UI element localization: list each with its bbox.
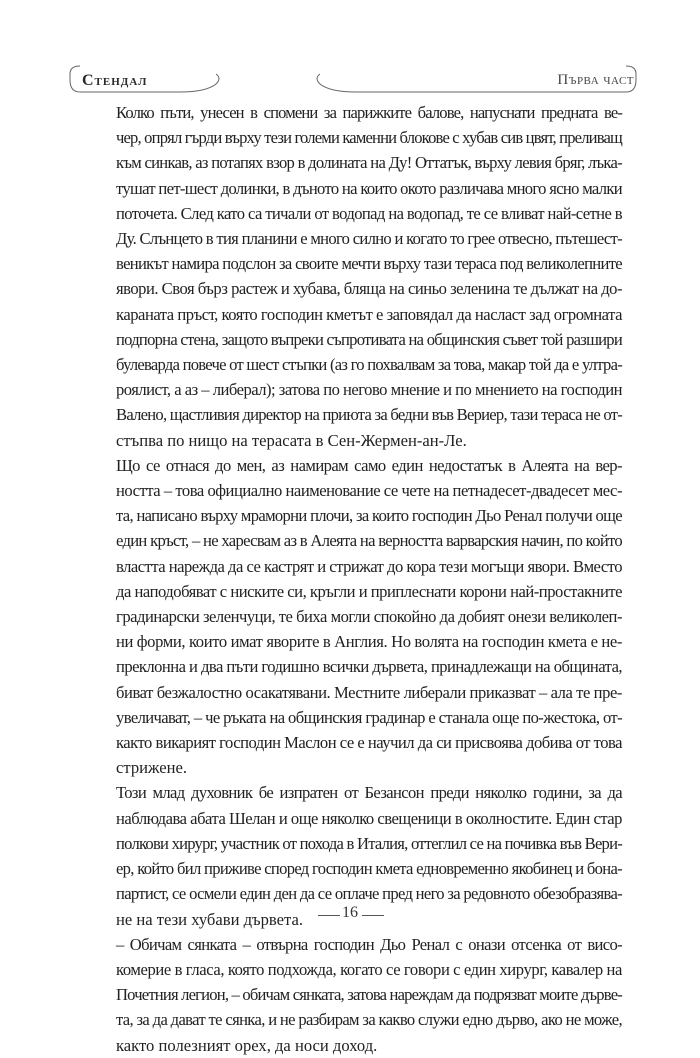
text-line: ността – това официално наименование се чете на петнадесет-двадесет мес- bbox=[116, 481, 622, 501]
text-line: подпорна стена, защото въпреки съпротивата на общинския съвет той разшири bbox=[116, 329, 622, 349]
text-line: ер, който бил приживе според господин кмета едновременно якобинец и бона- bbox=[116, 859, 622, 879]
text-line: партист, се осмели един ден да се оплаче пред него за редовното обезобразява- bbox=[116, 884, 622, 904]
text-line: явори. Своя бърз растеж и хубава, бляща на синьо зеленина те дължат на до- bbox=[116, 279, 622, 299]
text-line: булеварда повече от шест стъпки (аз го похвалвам за това, макар той да е ултра- bbox=[116, 355, 622, 375]
text-line: градинарски зеленчуци, те биха могли спокойно да добият онези великолеп- bbox=[116, 607, 622, 627]
text-line: не на тези хубави дървета. bbox=[116, 909, 303, 929]
text-line: ни форми, които имат яворите в Англия. Но волята на господин кмета е не- bbox=[116, 632, 622, 652]
text-line: Колко пъти, унесен в спомени за парижките балове, напуснати предната ве- bbox=[116, 103, 622, 122]
paragraph-2 bbox=[84, 453, 622, 781]
text-line: Валено, щастливия директор на приюта за бедни във Вериер, тази тераса не от- bbox=[116, 405, 622, 425]
text-line: един кръст, – не харесвам аз в Алеята на верността варварския начин, по който bbox=[116, 531, 622, 551]
text-line: та, написано върху мраморни плочи, за които господин Дьо Ренал получи още bbox=[116, 506, 622, 526]
text-line: Почетния легион, – обичам сянката, затова нареждам да подрязват моите дърве- bbox=[116, 985, 622, 1005]
text-line: стрижене. bbox=[116, 758, 188, 778]
text-line: наблюдава абата Шелан и още няколко свещеници в околностите. Един стар bbox=[116, 808, 622, 828]
text-line: както викарият господин Маслон се е научил да си присвоява добива от това bbox=[116, 733, 623, 753]
text-line: тушат пет-шест долинки, в дъното на които окото различава много ясно малки bbox=[116, 178, 622, 198]
text-line: чер, опрял гърди върху тези големи каменни блокове с хубав сив цвят, преливащ bbox=[116, 128, 622, 148]
text-line: стъпва по нищо на терасата в Сен-Жермен-ан-Ле. bbox=[116, 430, 467, 450]
text-line: преклонна и два пъти годишно всички дървета, принадлежащи на общината, bbox=[116, 657, 622, 677]
header-author: Стендал bbox=[82, 72, 148, 89]
page-number: 16 bbox=[342, 904, 358, 921]
text-line: биват безжалостно осакатявани. Местните либерали приказват – ала те пре- bbox=[116, 682, 622, 702]
text-line: Що се отнася до мен, аз намирам само един недостатък в Алеята на вер- bbox=[116, 455, 622, 475]
text-line: та, за да дават те сянка, и не разбирам за какво служи едно дърво, ако не може, bbox=[116, 1010, 622, 1030]
text-line: да наподобяват с ниските си, кръгли и приплеснати корони най-простакните bbox=[116, 581, 622, 601]
paragraph-1 bbox=[84, 100, 622, 453]
text-line: полкови хирург, участник от похода в Италия, оттеглил се на почивка във Вери- bbox=[116, 833, 622, 853]
text-line: Ду. Слънцето в тия планини е много силно и когато то грее отвесно, пътешест- bbox=[116, 229, 622, 249]
text-line: както полезният орех, да носи доход. bbox=[116, 1035, 378, 1055]
text-line: към синкав, аз потапях взор в долината на Ду! Оттатък, върху левия бряг, лъка- bbox=[116, 153, 622, 173]
text-line: поточета. След като са тичали от водопад на водопад, те се вливат най-сетне в bbox=[116, 203, 622, 223]
header-part: Първа част bbox=[557, 72, 634, 88]
text-line: Този млад духовник бе изпратен от Безансон преди няколко години, за да bbox=[116, 783, 622, 803]
text-line: увеличават, – че ръката на общинския градинар е станала още по-жестока, от- bbox=[116, 707, 622, 727]
running-header bbox=[66, 64, 640, 98]
text-line: – Обичам сянката – отвърна господин Дьо Ренал с онази отсенка от висо- bbox=[116, 934, 622, 954]
text-line: караната пръст, която господин кметът е заповядал да насласт зад огромната bbox=[116, 304, 622, 324]
page-footer bbox=[0, 904, 700, 928]
text-line: комерие в гласа, която подхожда, когато се говори с един хирург, кавалер на bbox=[116, 959, 622, 979]
header-ornament bbox=[66, 64, 640, 98]
text-line: веникът намира подслон за своите мечти върху тази тераса под великолепните bbox=[116, 254, 622, 274]
text-line: властта нарежда да се кастрят и стрижат до кора тези могъщи явори. Вместо bbox=[116, 556, 622, 576]
paragraph-4 bbox=[84, 932, 622, 1058]
text-line: роялист, а аз – либерал); затова по негово мнение и по мнението на господин bbox=[116, 380, 622, 400]
